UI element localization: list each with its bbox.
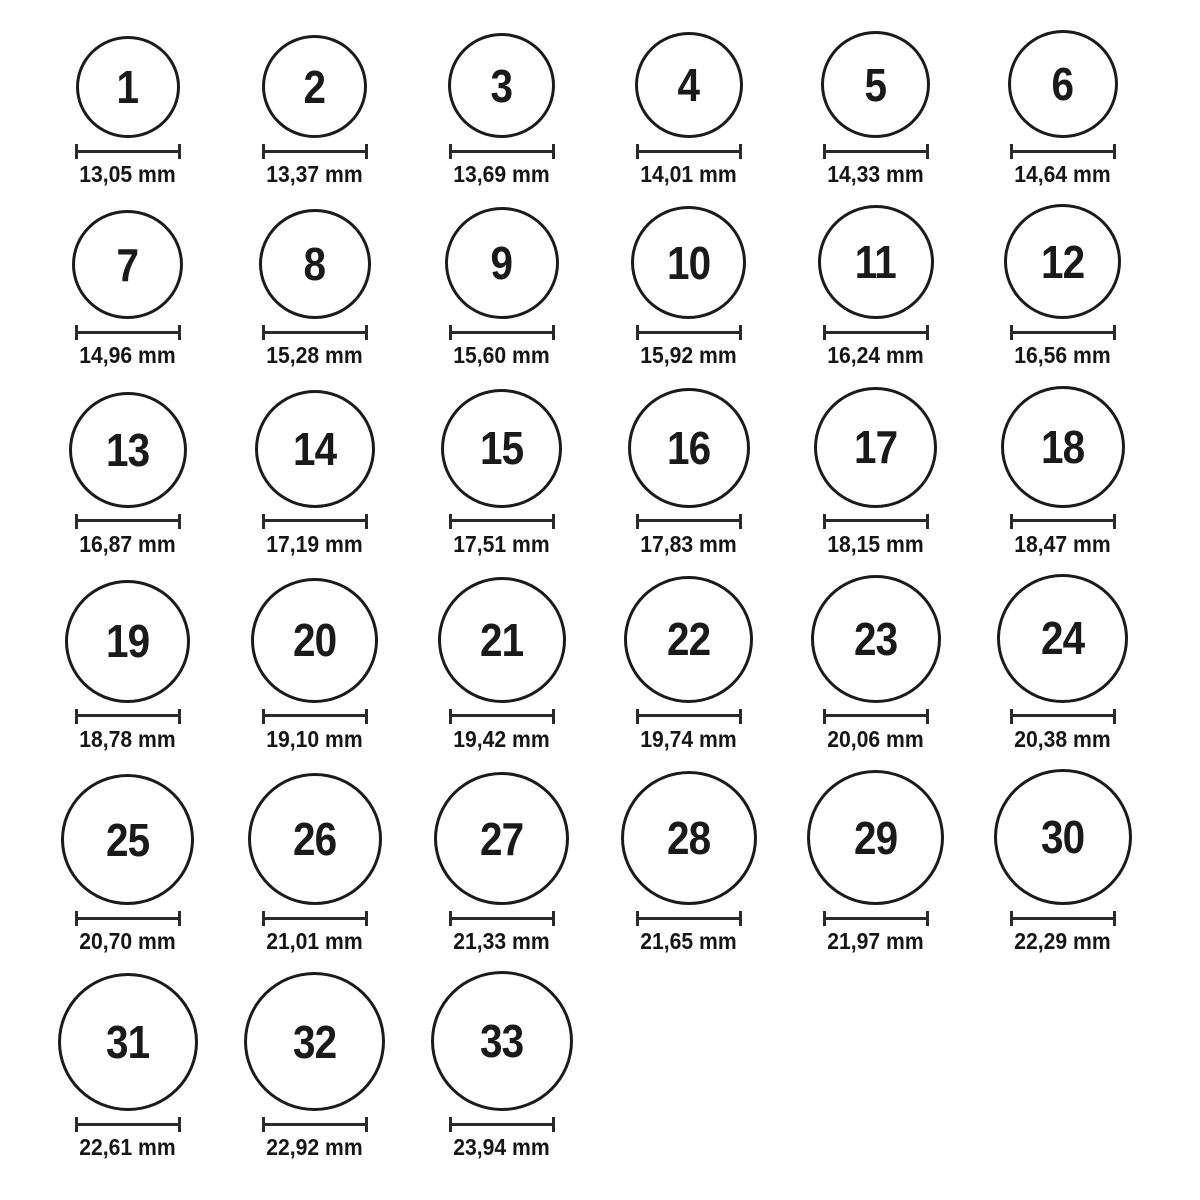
ring-size-number: 21 (479, 613, 524, 666)
measure-bar (823, 331, 929, 334)
measure-tick-right-icon (552, 911, 555, 926)
diameter-measure-line (636, 514, 742, 529)
ring-circle (65, 580, 190, 703)
ring-circle (814, 387, 937, 508)
diameter-measure-line (636, 144, 742, 159)
diameter-measure-line (1010, 911, 1116, 926)
measure-bar (449, 519, 555, 522)
ring-size-cell (221, 578, 408, 752)
measure-tick-right-icon (1113, 514, 1116, 529)
measure-bar (636, 331, 742, 334)
measure-bar (1010, 331, 1116, 334)
ring-circle (76, 36, 180, 138)
measure-bar (262, 519, 368, 522)
measure-tick-right-icon (365, 325, 368, 340)
ring-size-cell (782, 575, 969, 752)
ring-size-cell (408, 772, 595, 954)
ring-size-number: 14 (292, 422, 337, 475)
measure-tick-right-icon (1113, 709, 1116, 724)
measure-tick-right-icon (926, 144, 929, 159)
diameter-label: 22,29 mm (1014, 928, 1111, 955)
ring-circle (259, 209, 371, 319)
ring-size-number: 7 (116, 238, 139, 291)
ring-size-number: 12 (1040, 235, 1085, 288)
measure-bar (823, 714, 929, 717)
measure-bar (75, 331, 181, 334)
diameter-label: 15,60 mm (453, 342, 550, 369)
measure-bar (449, 917, 555, 920)
ring-circle (255, 390, 375, 508)
ring-circle (821, 31, 930, 138)
measure-tick-right-icon (926, 911, 929, 926)
measure-bar (636, 917, 742, 920)
ring-size-cell (782, 31, 969, 187)
ring-size-number: 25 (105, 813, 150, 866)
ring-size-number: 13 (105, 423, 150, 476)
ring-size-cell (595, 388, 782, 557)
diameter-label: 18,78 mm (79, 725, 176, 752)
measure-bar (449, 714, 555, 717)
diameter-label: 17,51 mm (453, 530, 550, 557)
diameter-label: 20,38 mm (1014, 725, 1111, 752)
diameter-measure-line (823, 911, 929, 926)
ring-circle (431, 971, 573, 1111)
ring-size-cell (969, 204, 1156, 368)
measure-bar (75, 519, 181, 522)
measure-tick-right-icon (926, 709, 929, 724)
ring-size-cell (782, 387, 969, 557)
measure-tick-right-icon (739, 911, 742, 926)
ring-circle (58, 973, 198, 1111)
ring-circle (69, 392, 187, 508)
ring-size-cell (408, 971, 595, 1160)
ring-size-number: 8 (303, 238, 326, 291)
diameter-measure-line (75, 325, 181, 340)
ring-size-number: 26 (292, 813, 337, 866)
measure-tick-right-icon (365, 709, 368, 724)
diameter-measure-line (823, 514, 929, 529)
ring-size-cell (595, 771, 782, 954)
measure-tick-right-icon (178, 325, 181, 340)
ring-size-cell (408, 33, 595, 187)
measure-tick-right-icon (739, 709, 742, 724)
ring-circle (624, 576, 753, 703)
measure-tick-right-icon (365, 1117, 368, 1132)
measure-tick-right-icon (365, 911, 368, 926)
diameter-measure-line (636, 325, 742, 340)
ring-size-cell (408, 577, 595, 752)
measure-bar (449, 1123, 555, 1126)
ring-size-number: 29 (853, 811, 898, 864)
ring-size-row (34, 769, 1200, 954)
ring-size-row (34, 30, 1200, 187)
diameter-label: 21,01 mm (266, 928, 363, 955)
diameter-label: 15,28 mm (266, 342, 363, 369)
measure-tick-right-icon (178, 709, 181, 724)
diameter-label: 13,05 mm (79, 161, 176, 187)
diameter-label: 13,37 mm (266, 161, 363, 187)
ring-circle (811, 575, 941, 703)
ring-circle (72, 210, 183, 319)
diameter-label: 16,87 mm (79, 530, 176, 557)
ring-circle (807, 770, 944, 905)
ring-size-number: 9 (490, 237, 513, 290)
ring-size-number: 27 (479, 812, 524, 865)
measure-bar (823, 150, 929, 153)
ring-size-number: 33 (479, 1015, 524, 1068)
measure-bar (1010, 917, 1116, 920)
ring-size-cell (408, 207, 595, 368)
measure-tick-right-icon (739, 144, 742, 159)
ring-size-number: 17 (853, 421, 898, 474)
ring-size-cell (221, 35, 408, 187)
measure-bar (449, 331, 555, 334)
diameter-measure-line (1010, 144, 1116, 159)
diameter-measure-line (636, 709, 742, 724)
ring-size-cell (34, 580, 221, 752)
ring-size-cell (34, 392, 221, 557)
ring-size-cell (34, 210, 221, 368)
measure-bar (636, 714, 742, 717)
ring-circle (631, 206, 746, 319)
diameter-measure-line (449, 144, 555, 159)
ring-size-cell (221, 390, 408, 557)
diameter-label: 19,10 mm (266, 725, 363, 752)
measure-tick-right-icon (739, 325, 742, 340)
ring-size-cell (969, 574, 1156, 752)
ring-size-number: 11 (854, 236, 897, 289)
ring-circle (1004, 204, 1121, 319)
ring-size-number: 31 (105, 1016, 150, 1069)
diameter-label: 18,15 mm (827, 530, 924, 557)
ring-size-number: 18 (1040, 420, 1085, 473)
measure-bar (262, 714, 368, 717)
measure-tick-right-icon (552, 325, 555, 340)
diameter-label: 16,56 mm (1014, 342, 1111, 369)
diameter-label: 21,65 mm (640, 928, 737, 955)
ring-size-row (34, 386, 1200, 557)
measure-tick-right-icon (178, 144, 181, 159)
measure-tick-right-icon (926, 325, 929, 340)
ring-circle (448, 33, 555, 138)
diameter-measure-line (262, 1117, 368, 1132)
measure-tick-right-icon (178, 911, 181, 926)
measure-bar (636, 519, 742, 522)
diameter-label: 15,92 mm (640, 342, 737, 369)
ring-size-cell (969, 30, 1156, 187)
measure-bar (1010, 519, 1116, 522)
ring-size-cell (782, 770, 969, 954)
ring-size-number: 19 (105, 615, 150, 668)
diameter-measure-line (75, 709, 181, 724)
diameter-measure-line (449, 325, 555, 340)
ring-size-cell (595, 576, 782, 752)
measure-tick-right-icon (552, 1117, 555, 1132)
ring-circle (628, 388, 750, 508)
ring-size-cell (969, 769, 1156, 954)
diameter-measure-line (823, 144, 929, 159)
diameter-label: 14,01 mm (640, 161, 737, 187)
ring-size-cell (408, 389, 595, 557)
measure-tick-right-icon (552, 709, 555, 724)
ring-size-cell (221, 972, 408, 1160)
diameter-measure-line (75, 514, 181, 529)
measure-bar (262, 150, 368, 153)
ring-size-cell (34, 774, 221, 954)
ring-circle (244, 972, 385, 1111)
measure-bar (262, 1123, 368, 1126)
diameter-label: 13,69 mm (453, 161, 550, 187)
diameter-measure-line (262, 144, 368, 159)
diameter-label: 18,47 mm (1014, 530, 1111, 557)
diameter-label: 21,97 mm (827, 928, 924, 955)
ring-size-cell (221, 209, 408, 368)
diameter-label: 16,24 mm (827, 342, 924, 369)
measure-tick-right-icon (552, 144, 555, 159)
diameter-label: 20,06 mm (827, 725, 924, 752)
ring-size-number: 28 (666, 812, 711, 865)
diameter-measure-line (823, 325, 929, 340)
ring-circle (441, 389, 562, 508)
ring-size-cell (782, 205, 969, 368)
ring-size-number: 10 (666, 236, 711, 289)
diameter-measure-line (262, 911, 368, 926)
ring-circle (262, 35, 367, 138)
diameter-label: 17,19 mm (266, 530, 363, 557)
diameter-label: 19,42 mm (453, 725, 550, 752)
ring-circle (621, 771, 757, 905)
diameter-label: 22,61 mm (79, 1134, 176, 1161)
measure-tick-right-icon (1113, 144, 1116, 159)
diameter-measure-line (636, 911, 742, 926)
ring-size-row (34, 574, 1200, 752)
diameter-measure-line (262, 709, 368, 724)
ring-size-row (34, 204, 1200, 368)
measure-tick-right-icon (926, 514, 929, 529)
diameter-measure-line (449, 911, 555, 926)
diameter-measure-line (1010, 514, 1116, 529)
ring-size-number: 16 (666, 421, 711, 474)
ring-circle (994, 769, 1132, 905)
measure-bar (1010, 714, 1116, 717)
ring-size-number: 4 (677, 59, 700, 111)
ring-size-cell (34, 36, 221, 187)
ring-size-number: 1 (116, 61, 139, 113)
ring-size-cell (221, 773, 408, 954)
diameter-label: 17,83 mm (640, 530, 737, 557)
diameter-label: 19,74 mm (640, 725, 737, 752)
ring-size-number: 6 (1051, 58, 1074, 110)
measure-bar (1010, 150, 1116, 153)
diameter-label: 14,33 mm (827, 161, 924, 187)
measure-tick-right-icon (365, 144, 368, 159)
measure-tick-right-icon (552, 514, 555, 529)
measure-tick-right-icon (178, 514, 181, 529)
diameter-label: 22,92 mm (266, 1134, 363, 1161)
measure-bar (449, 150, 555, 153)
diameter-measure-line (449, 1117, 555, 1132)
measure-bar (75, 150, 181, 153)
ring-size-number: 20 (292, 614, 337, 667)
ring-circle (438, 577, 566, 703)
ring-circle (248, 773, 382, 905)
measure-tick-right-icon (1113, 325, 1116, 340)
ring-size-number: 32 (292, 1015, 337, 1068)
ring-size-number: 22 (666, 613, 711, 666)
ring-circle (1008, 30, 1118, 138)
diameter-measure-line (75, 911, 181, 926)
diameter-measure-line (262, 514, 368, 529)
measure-tick-right-icon (178, 1117, 181, 1132)
diameter-measure-line (449, 709, 555, 724)
diameter-label: 14,96 mm (79, 342, 176, 369)
measure-bar (75, 1123, 181, 1126)
ring-circle (61, 774, 194, 905)
ring-circle (434, 772, 569, 905)
measure-tick-right-icon (365, 514, 368, 529)
measure-bar (262, 917, 368, 920)
measure-bar (75, 714, 181, 717)
ring-circle (251, 578, 378, 703)
measure-bar (636, 150, 742, 153)
ring-size-cell (595, 206, 782, 368)
ring-size-number: 15 (479, 422, 524, 475)
diameter-measure-line (1010, 325, 1116, 340)
diameter-measure-line (823, 709, 929, 724)
measure-bar (75, 917, 181, 920)
ring-size-number: 3 (490, 59, 513, 112)
diameter-label: 23,94 mm (453, 1134, 550, 1161)
ring-size-cell (969, 386, 1156, 557)
diameter-label: 20,70 mm (79, 928, 176, 955)
ring-circle (818, 205, 934, 319)
ring-size-cell (34, 973, 221, 1160)
measure-tick-right-icon (739, 514, 742, 529)
ring-size-number: 24 (1040, 612, 1085, 665)
diameter-measure-line (1010, 709, 1116, 724)
ring-size-number: 5 (864, 58, 887, 111)
ring-size-number: 23 (853, 612, 898, 665)
diameter-measure-line (75, 1117, 181, 1132)
measure-bar (262, 331, 368, 334)
diameter-measure-line (449, 514, 555, 529)
ring-circle (997, 574, 1128, 703)
ring-size-number: 2 (303, 60, 326, 113)
measure-bar (823, 519, 929, 522)
ring-circle (635, 32, 743, 138)
diameter-measure-line (262, 325, 368, 340)
measure-bar (823, 917, 929, 920)
diameter-label: 21,33 mm (453, 928, 550, 955)
ring-size-number: 30 (1040, 811, 1085, 864)
diameter-measure-line (75, 144, 181, 159)
ring-size-row (34, 971, 1200, 1160)
ring-circle (1001, 386, 1125, 508)
diameter-label: 14,64 mm (1014, 161, 1111, 187)
measure-tick-right-icon (1113, 911, 1116, 926)
ring-size-cell (595, 32, 782, 187)
ring-circle (445, 207, 559, 319)
